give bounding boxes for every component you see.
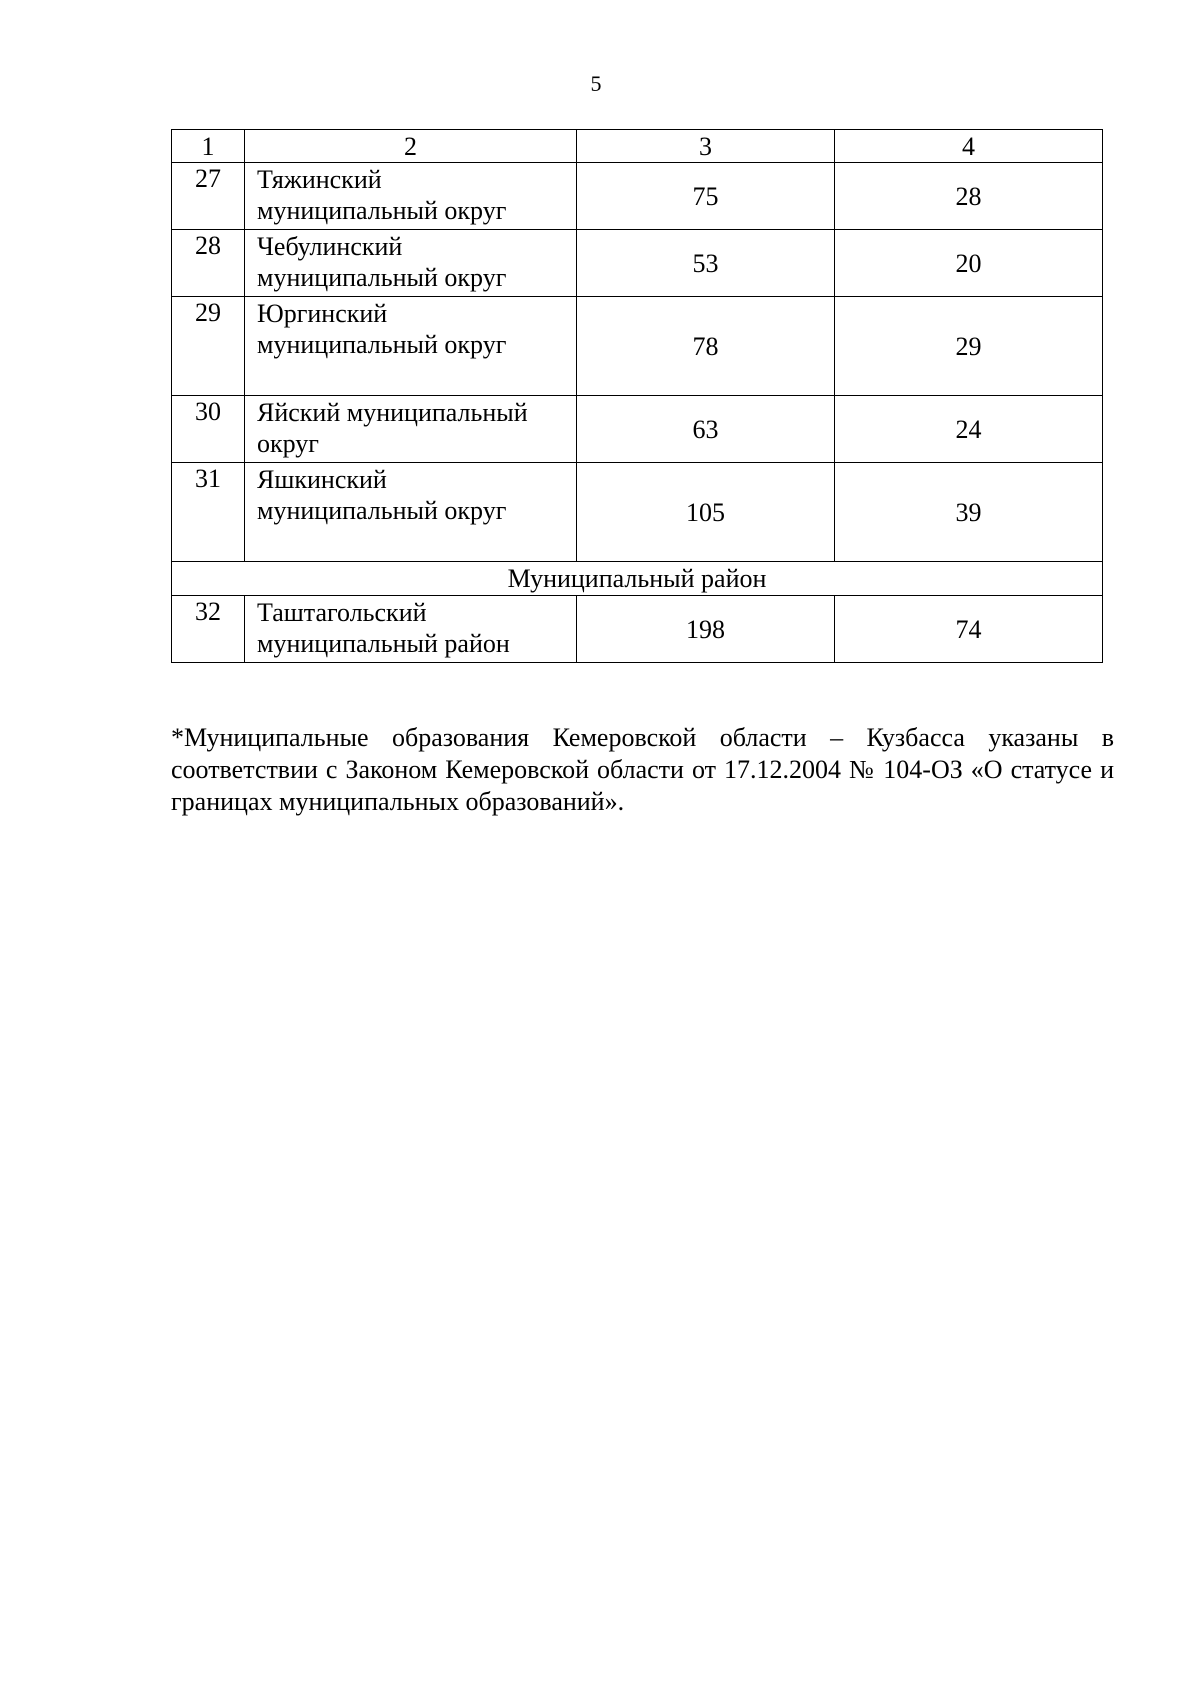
municipality-name (245, 396, 577, 463)
column-3-value: 105 (577, 463, 835, 562)
table-row (172, 230, 1103, 297)
column-3-value: 63 (577, 396, 835, 463)
name-line-2: муниципальный округ (257, 263, 507, 292)
column-3-value: 75 (577, 163, 835, 230)
municipality-name (245, 163, 577, 230)
row-number: 27 (172, 163, 245, 230)
column-4-value: 20 (835, 230, 1103, 297)
column-4-value: 74 (835, 596, 1103, 663)
municipality-name (245, 230, 577, 297)
table-header-row (172, 130, 1103, 163)
name-line-2: муниципальный район (257, 629, 510, 658)
table-row (172, 596, 1103, 663)
name-line-1: Тяжинский (257, 165, 382, 194)
column-header-1: 1 (172, 130, 245, 163)
column-3-value: 53 (577, 230, 835, 297)
row-number: 30 (172, 396, 245, 463)
municipality-name (245, 463, 577, 562)
table-row (172, 396, 1103, 463)
municipality-name (245, 297, 577, 396)
name-line-1: Яшкинский (257, 465, 387, 494)
section-header-row (172, 562, 1103, 596)
column-header-4: 4 (835, 130, 1103, 163)
table-row (172, 163, 1103, 230)
row-number: 31 (172, 463, 245, 562)
municipality-name (245, 596, 577, 663)
name-line-2: округ (257, 429, 319, 458)
column-header-3: 3 (577, 130, 835, 163)
name-line-2: муниципальный округ (257, 496, 507, 525)
column-4-value: 28 (835, 163, 1103, 230)
table-row (172, 297, 1103, 396)
column-4-value: 29 (835, 297, 1103, 396)
name-line-1: Таштагольский (257, 598, 427, 627)
column-3-value: 78 (577, 297, 835, 396)
name-line-2: муниципальный округ (257, 330, 507, 359)
name-line-1: Яйский муниципальный (257, 398, 528, 427)
row-number: 29 (172, 297, 245, 396)
column-4-value: 39 (835, 463, 1103, 562)
table-row (172, 463, 1103, 562)
name-line-1: Чебулинский (257, 232, 403, 261)
column-header-2: 2 (245, 130, 577, 163)
data-table (171, 129, 1103, 663)
name-line-2: муниципальный округ (257, 196, 507, 225)
page-number: 5 (590, 71, 602, 96)
column-3-value: 198 (577, 596, 835, 663)
row-number: 28 (172, 230, 245, 297)
row-number: 32 (172, 596, 245, 663)
section-title: Муниципальный район (172, 562, 1103, 596)
footnote: *Муниципальные образования Кемеровской области – Кузбасса указаны в соответствии с Законом Кемеровской области от 17.12.2004 № 104-ОЗ «О статусе и границах муниципальных образований». (171, 723, 1114, 816)
column-4-value: 24 (835, 396, 1103, 463)
name-line-1: Юргинский (257, 299, 388, 328)
